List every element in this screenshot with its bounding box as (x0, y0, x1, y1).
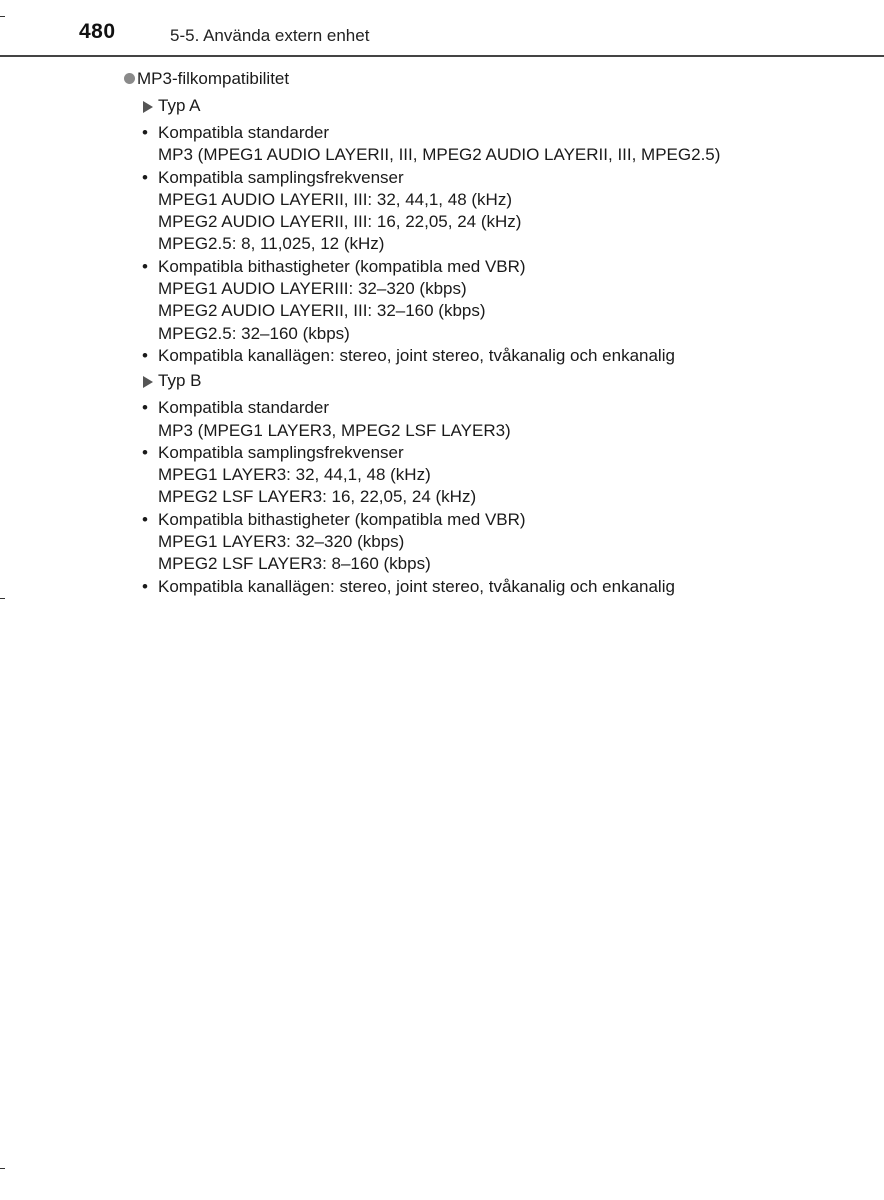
section-heading (124, 66, 784, 92)
crop-mark (0, 598, 5, 599)
bullet-icon: • (142, 167, 148, 187)
list-item-title: Kompatibla bithastigheter (kompatibla med VBR) (158, 509, 526, 529)
bullet-icon: • (142, 345, 148, 365)
list-item-detail: MPEG2.5: 32–160 (kbps) (158, 323, 350, 343)
bullet-icon: • (142, 398, 148, 418)
list-item-detail: MPEG2 LSF LAYER3: 8–160 (kbps) (158, 554, 431, 574)
crop-mark (0, 1168, 5, 1169)
list-item-detail: MP3 (MPEG1 LAYER3, MPEG2 LSF LAYER3) (158, 420, 511, 440)
list-item (124, 509, 784, 576)
list-item-detail: MPEG1 AUDIO LAYERII, III: 32, 44,1, 48 (kHz) (158, 189, 512, 209)
list-item-detail: MPEG2 AUDIO LAYERII, III: 16, 22,05, 24 (kHz) (158, 212, 522, 232)
list-item-title: Kompatibla kanallägen: stereo, joint stereo, tvåkanalig och enkanalig (158, 345, 675, 365)
list-item-detail: MPEG2 LSF LAYER3: 16, 22,05, 24 (kHz) (158, 487, 477, 507)
list-item (124, 167, 784, 256)
subheading-label: Typ B (158, 371, 202, 391)
subheading-type-b (124, 369, 784, 393)
list-item-title: Kompatibla samplingsfrekvenser (158, 167, 404, 187)
list-item-detail: MPEG2 AUDIO LAYERII, III: 32–160 (kbps) (158, 301, 486, 321)
list-item (124, 397, 784, 442)
subheading-type-a (124, 94, 784, 118)
page-number: 480 (79, 20, 116, 43)
list-item (124, 345, 784, 367)
header-divider (0, 55, 884, 57)
list-item-title: Kompatibla standarder (158, 398, 330, 418)
triangle-right-icon (143, 376, 153, 388)
triangle-right-icon (143, 101, 153, 113)
list-item-detail: MP3 (MPEG1 AUDIO LAYERII, III, MPEG2 AUDIO LAYERII, III, MPEG2.5) (158, 145, 721, 165)
page-header (0, 0, 884, 56)
list-item (124, 442, 784, 509)
list-item-title: Kompatibla samplingsfrekvenser (158, 442, 404, 462)
list-item-detail: MPEG1 LAYER3: 32–320 (kbps) (158, 532, 405, 552)
list-item-title: Kompatibla kanallägen: stereo, joint stereo, tvåkanalig och enkanalig (158, 576, 675, 596)
list-item-detail: MPEG1 AUDIO LAYERIII: 32–320 (kbps) (158, 279, 467, 299)
list-item-title: Kompatibla bithastigheter (kompatibla med VBR) (158, 256, 526, 276)
list-item-title: Kompatibla standarder (158, 123, 330, 142)
crop-mark (0, 16, 5, 17)
list-item-detail: MPEG1 LAYER3: 32, 44,1, 48 (kHz) (158, 465, 431, 485)
list-item (124, 122, 784, 167)
list-item-detail: MPEG2.5: 8, 11,025, 12 (kHz) (158, 234, 385, 254)
subheading-label: Typ A (158, 96, 201, 115)
section-heading-label: MP3-filkompatibilitet (137, 69, 290, 88)
list-item (124, 256, 784, 345)
list-item (124, 576, 784, 598)
bullet-icon: • (142, 256, 148, 276)
bullet-icon: • (142, 442, 148, 462)
bullet-icon: • (142, 123, 148, 142)
bullet-icon: • (142, 509, 148, 529)
bullet-icon: • (142, 576, 148, 596)
page-content (124, 66, 784, 598)
circle-bullet-icon (124, 73, 135, 84)
section-title: 5-5. Använda extern enhet (170, 26, 370, 45)
